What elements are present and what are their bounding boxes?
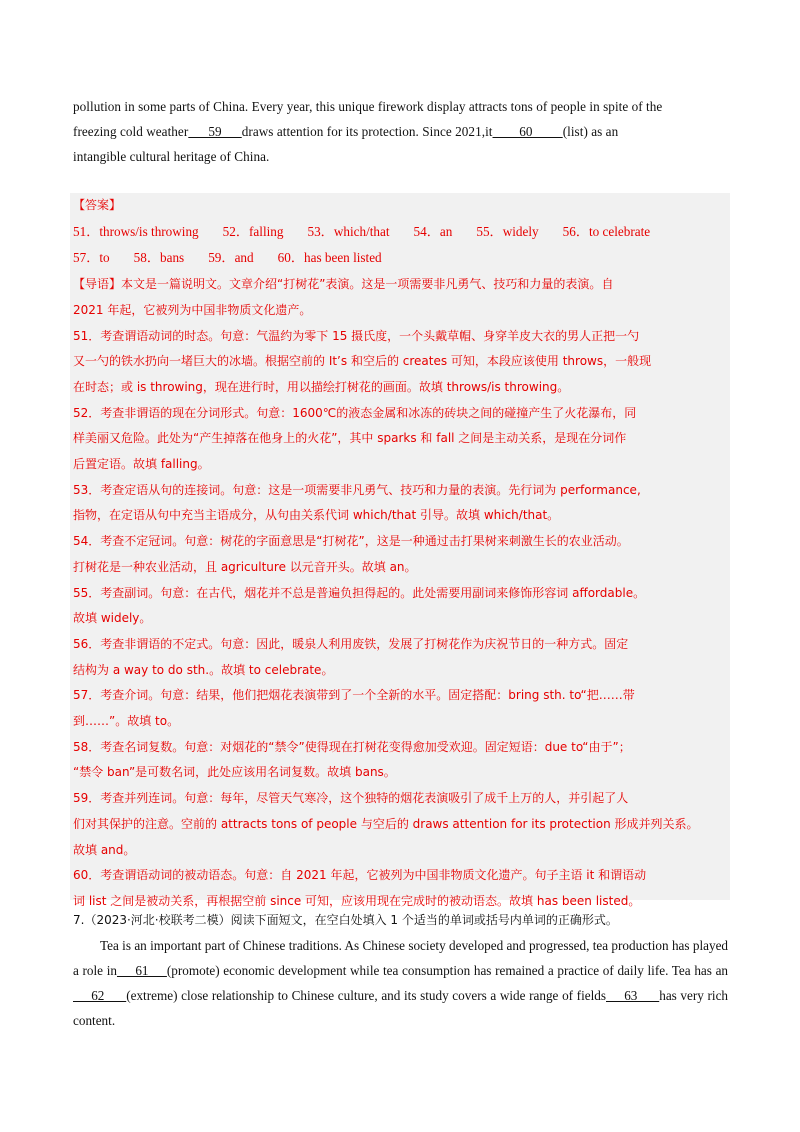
explanation-58: “禁令 ban”是可数名词，此处应该用名词复数。故填 bans。 [73, 765, 396, 780]
blank-60: 60 [492, 124, 563, 139]
explanation-59: 故填 and。 [73, 842, 136, 857]
answer-54: 54．an [413, 223, 453, 239]
question-7-passage [73, 933, 728, 1033]
passage-line: freezing cold weather 59 draws attention for its protection. Since 2021,it 60 (list) as an [73, 124, 619, 139]
explanation-55: 55．考查副词。句意：在古代，烟花并不总是普遍负担得起的。此处需要用副词来修饰形容词 affordable。 [73, 585, 646, 600]
answer-59: 59．and [208, 250, 254, 266]
passage-continuation [73, 94, 728, 169]
explanation-57: 57．考查介词。句意：结果，他们把烟花表演带到了一个全新的水平。固定搭配：bring sth. to“把……带 [73, 688, 635, 703]
explanation-59: 们对其保护的注意。空前的 attracts tons of people 与空后的 draws attention for its protection 形成并列关系。 [73, 816, 699, 831]
answer-60: 60．has been listed [277, 250, 382, 266]
explanation-60: 词 list 之间是被动关系，再根据空前 since 可知，应该用现在完成时的被动语态。故填 has been listed。 [73, 893, 641, 908]
answer-58: 58．bans [133, 250, 185, 266]
passage-paragraph: Tea is an important part of Chinese traditions. As Chinese society developed and progressed, tea production has played a role in 61 (promote) economic development while tea consumption has remained a practice of daily life. Tea has an 62 (extreme) close relationship to Chinese culture, and its study covers a wide range of fields 63 has very rich content. [73, 938, 729, 1028]
explanation-59: 59．考查并列连词。句意：每年，尽管天气寒冷，这个独特的烟花表演吸引了成千上万的人，并引起了人 [73, 791, 629, 806]
explanation-60: 60．考查谓语动词的被动语态。句意：自 2021 年起，它被列为中国非物质文化遗产。句子主语 it 和谓语动 [73, 868, 647, 883]
explanation-52: 后置定语。故填 falling。 [73, 457, 210, 472]
blank-59: 59 [188, 124, 242, 139]
explanation-56: 56．考查非谓语的不定式。句意：因此，暖泉人利用废铁，发展了打树花作为庆祝节日的一种方式。固定 [73, 636, 629, 651]
explanation-51: 51．考查谓语动词的时态。句意：气温约为零下 15 摄氏度，一个头戴草帽、身穿羊皮大衣的男人正把一勺 [73, 328, 640, 343]
answer-52: 52．falling [222, 223, 284, 239]
blank-62: 62 [73, 988, 127, 1003]
answer-53: 53．which/that [307, 223, 390, 239]
explanation-56: 结构为 a way to do sth.。故填 to celebrate。 [73, 662, 334, 677]
answer-51: 51．throws/is throwing [73, 223, 199, 239]
explanation-52: 52．考查非谓语的现在分词形式。句意：1600℃的液态金属和冰冻的砖块之间的碰撞产生了火花瀑布，同 [73, 405, 637, 420]
answer-header: 【答案】 [73, 198, 122, 212]
explanation-57: 到……”。故填 to。 [73, 714, 180, 729]
explanation-58: 58．考查名词复数。句意：对烟花的“禁令”使得现在打树花变得愈加受欢迎。固定短语：due to“由于”； [73, 739, 631, 754]
answer-57: 57．to [73, 250, 110, 266]
passage-line: pollution in some parts of China. Every year, this unique firework display attracts tons of people in spite of the [73, 99, 663, 114]
question-7-header: 7.（2023·河北·校联考二模）阅读下面短文，在空白处填入 1 个适当的单词或括号内单词的正确形式。 [73, 913, 618, 927]
explanation-54: 54．考查不定冠词。句意：树花的字面意思是“打树花”，这是一种通过击打果树来刺激生长的农业活动。 [73, 534, 629, 549]
explanation-55: 故填 widely。 [73, 611, 152, 626]
guide-text: 2021 年起，它被列为中国非物质文化遗产。 [73, 302, 312, 317]
answer-55: 55．widely [476, 223, 539, 239]
explanation-54: 打树花是一种农业活动，且 agriculture 以元音开头。故填 an。 [73, 559, 417, 574]
answer-section [73, 193, 733, 915]
answer-56: 56．to celebrate [562, 223, 651, 239]
guide-text: 【导语】本文是一篇说明文。文章介绍“打树花”表演。这是一项需要非凡勇气、技巧和力量的表演。自 [73, 277, 614, 292]
passage-line: intangible cultural heritage of China. [73, 149, 270, 164]
explanation-53: 53．考查定语从句的连接词。句意：这是一项需要非凡勇气、技巧和力量的表演。先行词为 performance, [73, 482, 641, 497]
answer-key-row-1 [73, 219, 733, 246]
blank-61: 61 [116, 963, 167, 978]
answer-key-row-2 [73, 245, 733, 272]
explanation-53: 指物，在定语从句中充当主语成分，从句由关系代词 which/that 引导。故填 which/that。 [73, 508, 560, 523]
explanation-51: 在时态；或 is throwing，现在进行时，用以描绘打树花的画面。故填 throws/is throwing。 [73, 379, 570, 394]
explanation-51: 又一勺的铁水扔向一堵巨大的冰墙。根据空前的 It’s 和空后的 creates 可知，本段应该使用 throws，一般现 [73, 354, 652, 369]
explanation-52: 样美丽又危险。此处为“产生掉落在他身上的火花”，其中 sparks 和 fall 之间是主动关系，是现在分词作 [73, 431, 627, 446]
blank-63: 63 [606, 988, 660, 1003]
